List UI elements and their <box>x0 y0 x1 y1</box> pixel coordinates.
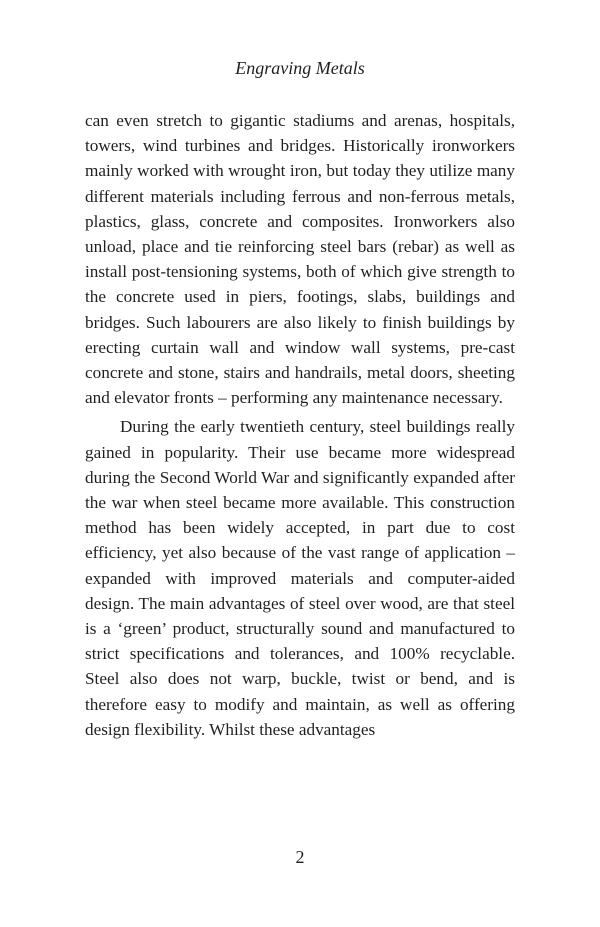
paragraph-continued: can even stretch to gigantic stadiums and arenas, hospitals, towers, wind turbines and bridges. Historically ironworkers mainly worked with wrought iron, but today they utilize many different materials including ferrous and non-ferrous metals, plastics, glass, concrete and composites. Ironworkers also unload, place and tie reinforcing steel bars (rebar) as well as install post-tensioning systems, both of which give strength to the concrete used in piers, footings, slabs, buildings and bridges. Such labourers are also likely to finish buildings by erecting curtain wall and window wall systems, pre-cast concrete and stone, stairs and handrails, metal doors, sheeting and elevator fronts – performing any maintenance necessary. <box>85 111 515 408</box>
page-number: 2 <box>295 847 305 867</box>
running-header-title: Engraving Metals <box>235 58 365 78</box>
body-text <box>85 108 515 742</box>
paragraph: During the early twentieth century, steel buildings really gained in popularity. Their use became more widespread during the Second World War and significantly expanded after the war when steel became more available. This construction method has been widely accepted, in part due to cost efficiency, yet also because of the vast range of application – expanded with improved materials and computer-aided design. The main advantages of steel over wood, are that steel is a ‘green’ product, structurally sound and manufactured to strict specifications and tolerances, and 100% recyclable. Steel also does not warp, buckle, twist or bend, and is therefore easy to modify and maintain, as well as offering design flexibility. Whilst these advantages <box>85 417 515 739</box>
